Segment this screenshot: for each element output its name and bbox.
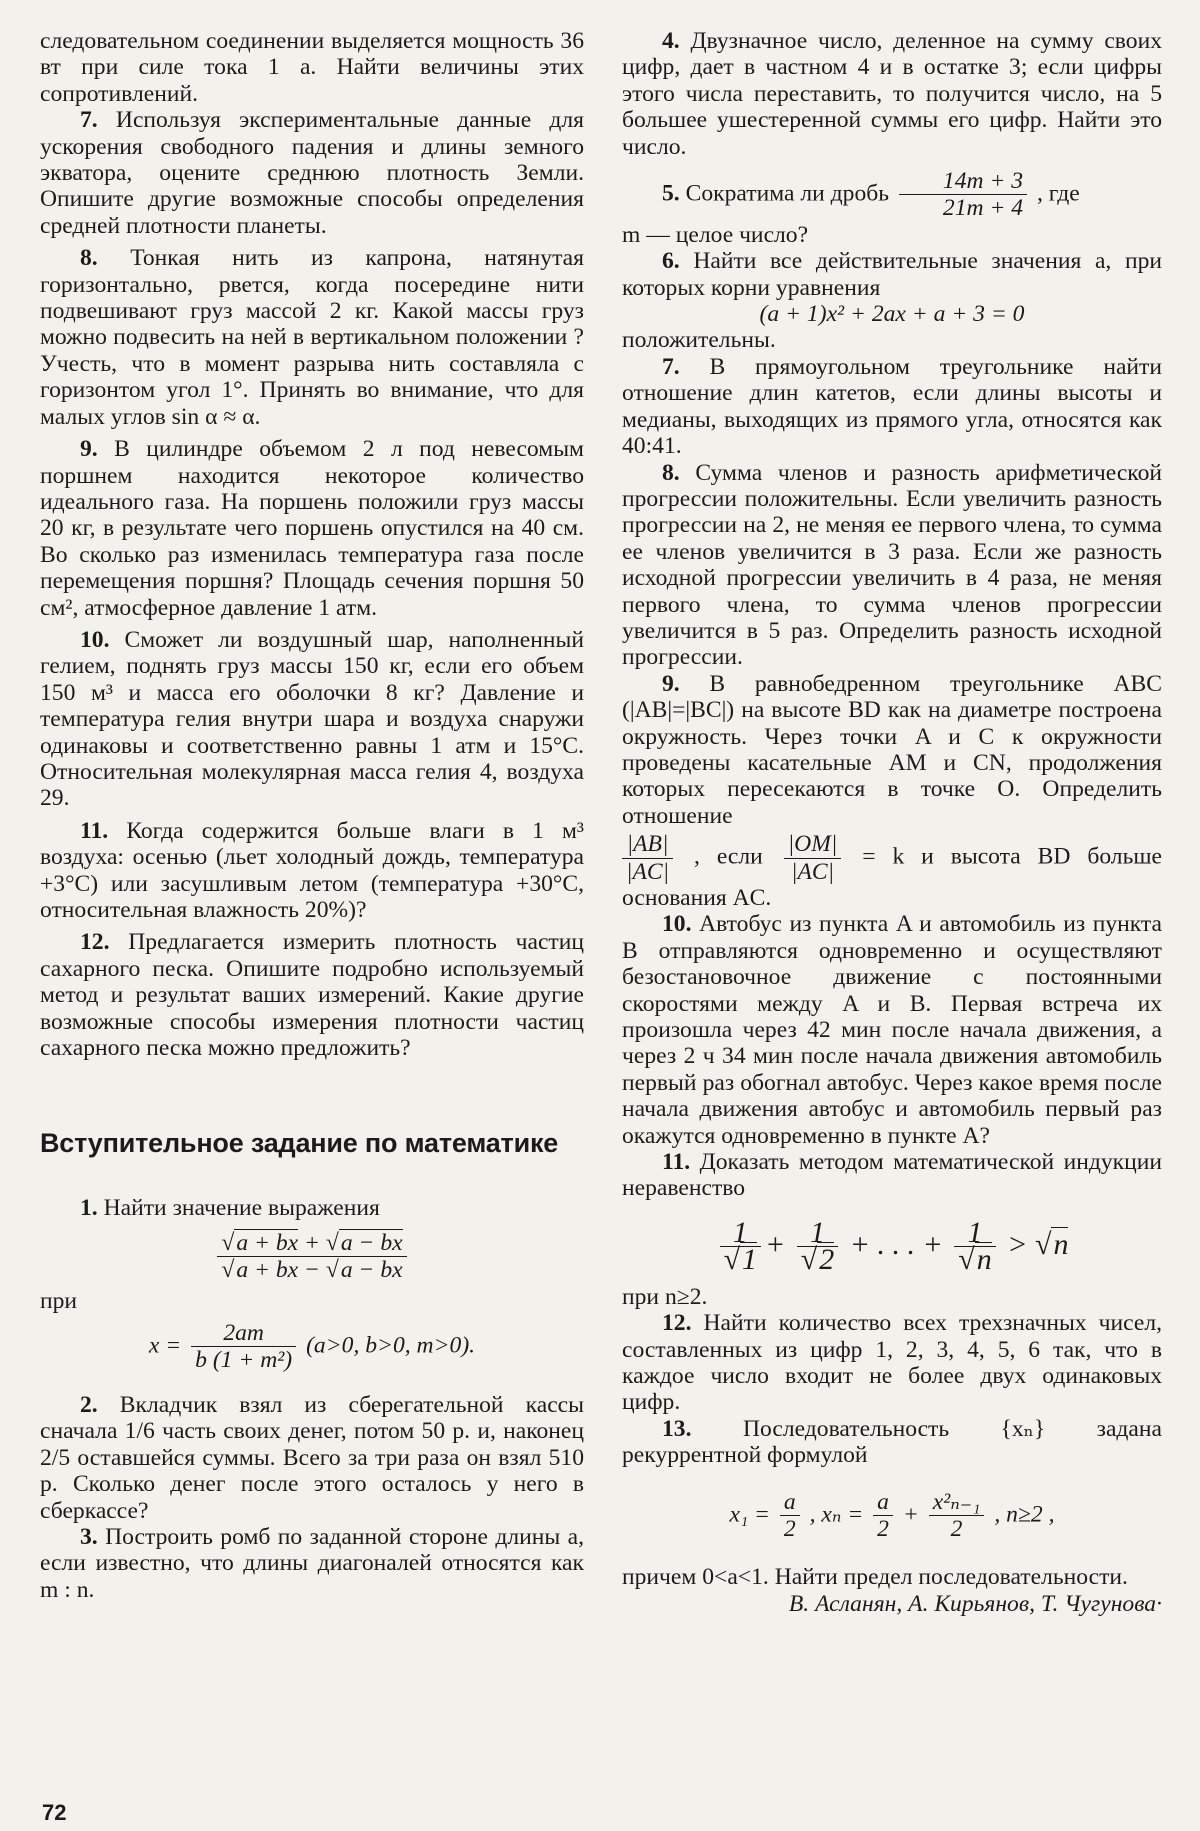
problem-number: 9. (662, 670, 680, 697)
formula-operator: + (902, 1500, 919, 1527)
formula-denominator: |AC| (790, 858, 835, 885)
formula-denominator: |AC| (626, 858, 670, 885)
left-column (40, 28, 584, 1603)
formula-root-fraction: $\frac{√a + bx + √a - bx}{√a + bx - √a - bx}$ (40, 1230, 584, 1284)
formula-recurrence (622, 1489, 1162, 1543)
math-problem-9 (622, 671, 1162, 829)
physics-problem-7 (40, 107, 584, 239)
problem-number: 6. (662, 248, 680, 275)
physics-problem-12 (40, 929, 584, 1061)
problem-text: Найти все действительные значения a, при которых корни уравнения (622, 248, 1162, 301)
problem-text: Сумма членов и разность арифметической прогрессии положительны. Если увеличить разность прогрессии на 2, не меняя ее первого члена, то сумма ее членов увеличится в 3 раза. Если же разность исходной прогрессии увеличить в 4 раза, не меняя первого члена, то сумма членов прогрессии увеличится в 5 раз. Определить разность исходной прогрессии. (622, 459, 1162, 671)
formula-numerator: 1 (797, 1220, 838, 1247)
formula-term: a + bx (236, 1229, 299, 1256)
math-problem-11-tail: при n≥2. (622, 1283, 708, 1310)
problem-number: 12. (662, 1310, 692, 1337)
formula-numerator: 1 (954, 1220, 995, 1247)
math-problem-2 (40, 1392, 584, 1524)
formula-radicand: n (976, 1243, 992, 1277)
problem-text: Вкладчик взял из сберегательной кассы сначала 1/6 часть своих денег, потом 50 р. и, наконец 2/5 оставшейся суммы. Всего за три раза он взял 510 р. Сколько денег после этого осталось у него в сберкассе? (40, 1391, 584, 1524)
problem-number: 9. (80, 436, 98, 463)
problem-number: 8. (662, 459, 680, 486)
math-problem-7 (622, 354, 1162, 460)
math-problem-5-tail: m — целое число? (622, 221, 809, 248)
formula-denominator: 21m + 4 (942, 195, 1024, 222)
formula-operator: > (1007, 1227, 1028, 1261)
problem-text: Последовательность {xₙ} задана рекуррентной формулой (622, 1415, 1162, 1469)
physics-problem-9 (40, 436, 584, 621)
formula-radicand: 1 (742, 1243, 758, 1277)
problem-number: 11. (662, 1149, 691, 1176)
problem-number: 7. (662, 353, 680, 380)
math-problem-12 (622, 1310, 1162, 1416)
formula-numerator: 2am (191, 1320, 296, 1347)
problem-text: , если (694, 843, 763, 870)
problem-text: Тонкая нить из капрона, натянутая горизонтально, рвется, когда посередине нити подвешивают груз массой 2 кг. Какой массы груз можно подвесить на ней в вертикальном положении ? Учесть, что в момент разрыва нить составляла с горизонтом угол 1°. Принять во внимание, что для малых углов sin α ≈ α. (40, 245, 584, 430)
formula-condition: (a>0, b>0, m>0). (306, 1332, 476, 1359)
physics-problem-10 (40, 627, 584, 812)
formula-numerator: |OM| (784, 831, 842, 858)
formula-equation: (a + 1)x² + 2ax + a + 3 = 0 (759, 301, 1025, 328)
math-problem-1 (40, 1195, 584, 1221)
problem-text: Сможет ли воздушный шар, наполненный гелием, поднять груз массы 150 кг, если его объем 150 м³ и масса его оболочки 8 кг? Давление и температура гелия внутри шара и воздуха снаружи одинаковы и соответственно равны 1 атм и 15°C. Относительная молекулярная масса гелия 4, воздуха 29. (40, 626, 584, 812)
problem-text: Используя экспериментальные данные для ускорения свободного падения и длины земного экватора, оцените среднюю плотность Земли. Опишите другие возможные способы определения средней плотности планеты. (40, 107, 584, 239)
formula-term: x₁ = (729, 1500, 770, 1527)
math-problem-10 (622, 911, 1162, 1149)
formula-term: a + bx (236, 1257, 299, 1284)
problem-number: 7. (80, 107, 98, 134)
formula-denominator: 2 (783, 1515, 796, 1542)
math-problem-6 (622, 248, 1162, 301)
math-problem-13-tail: причем 0<a<1. Найти предел последовательности. (622, 1564, 1128, 1591)
formula-condition-label: при (40, 1287, 78, 1314)
math-problem-13 (622, 1416, 1162, 1469)
math-problem-8 (622, 460, 1162, 671)
math-problem-3 (40, 1524, 584, 1603)
problem-number: 11. (80, 817, 109, 844)
problem-text: Двузначное число, деленное на сумму своих цифр, дает в частном 4 и в остатке 3; если цифры этого числа переставить, то получится число, на 5 большее ушестеренной суммы его цифр. Найти это число. (622, 28, 1162, 160)
formula-radicand: 2 (819, 1243, 835, 1277)
problem-number: 5. (662, 180, 680, 207)
problem-number: 3. (80, 1523, 98, 1550)
formula-x-definition (40, 1320, 584, 1374)
formula-numerator: a (780, 1489, 800, 1516)
formula-numerator: a (873, 1489, 893, 1516)
right-column (622, 28, 1162, 1617)
formula-numerator: 14m + 3 (899, 168, 1027, 195)
problem-number: 2. (80, 1391, 98, 1418)
problem-number: 13. (662, 1415, 692, 1442)
problem-text: , где (1036, 180, 1080, 207)
formula-radicand: n (1053, 1227, 1069, 1261)
section-heading: Вступительное задание по математике (40, 1128, 559, 1159)
problem-number: 12. (80, 929, 110, 956)
math-problem-5 (622, 168, 1162, 222)
formula-denominator: 2 (950, 1515, 963, 1542)
problem-number: 10. (80, 626, 110, 653)
formula-term: , xₙ = (809, 1500, 864, 1527)
formula-lhs: x = (148, 1332, 182, 1359)
formula-term: a − bx (340, 1229, 403, 1256)
formula-term: a − bx (340, 1257, 403, 1284)
formula-term: , n≥2 , (994, 1500, 1055, 1527)
physics-problem-8 (40, 245, 584, 430)
problem-text: Когда содержится больше влаги в 1 м³ воздуха: осенью (льет холодный дождь, температура +3°C) или засушливым летом (температура +30°C, относительная влажность 20%)? (40, 817, 584, 923)
problem-text: Найти значение выражения (103, 1195, 380, 1222)
formula-numerator: x²ₙ₋₁ (929, 1489, 985, 1516)
problem-text: Доказать методом математической индукции неравенство (622, 1149, 1162, 1202)
problem-text: = k и высота BD больше основания AC. (622, 843, 1162, 911)
math-problem-4 (622, 28, 1162, 160)
problem-text: В цилиндре объемом 2 л под невесомым поршнем находится некоторое количество идеального газа. На поршень положили груз массы 20 кг, в результате чего поршень опустился на 40 см. Во сколько раз изменилась температура газа после перемещения поршня? Площадь сечения поршня 50 см², атмосферное давление 1 атм. (40, 436, 584, 621)
problem-text: Сократима ли дробь (685, 180, 890, 207)
formula-denominator: b (1 + m²) (195, 1347, 293, 1374)
problem-text: Построить ромб по заданной стороне длины a, если известно, что длины диагоналей относятся как m : n. (40, 1523, 584, 1603)
math-problem-6-tail: положительны. (622, 327, 776, 354)
problem-number: 1. (80, 1195, 98, 1222)
problem-text: В прямоугольном треугольнике найти отношение длин катетов, если длины высоты и медианы, выходящих из прямого угла, относятся как 40:41. (622, 353, 1162, 460)
physics-problem-11 (40, 818, 584, 924)
authors-signature: В. Асланян, А. Кирьянов, Т. Чугунова· (788, 1590, 1162, 1617)
problem-text: В равнобедренном треугольнике ABC (|AB|=|BC|) на высоте BD как на диаметре построена окружность. Через точки A и C к окружности проведены касательные AM и CN, продолжения которых пересекаются в точке O. Определить отношение (622, 670, 1162, 829)
formula-dots: + . . . + (849, 1227, 943, 1261)
problem-text: Автобус из пункта A и автомобиль из пункта B отправляются одновременно и осуществляют безостановочное движение с постоянными скоростями между A и B. Первая встреча их произошла через 42 мин после начала движения, а через 2 ч 34 мин после начала движения автомобиль первый раз обогнал автобус. Через какое время после начала движения автобус и автомобиль первый раз окажутся одновременно в пункте A? (622, 911, 1162, 1149)
formula-inequality: $\frac{1}{√1}$ + $\frac{1}{√2}$ + . . . + $\frac{1}{√n}$ > √n (622, 1220, 1162, 1274)
formula-numerator: 1 (720, 1220, 761, 1247)
problem-text: Предлагается измерить плотность частиц сахарного песка. Опишите подробно используемый метод и результат ваших измерений. Какие другие возможные способы измерения плотности частиц сахарного песка можно предложить? (40, 929, 584, 1062)
formula-numerator: |AB| (622, 831, 673, 858)
formula-denominator: 2 (877, 1515, 889, 1542)
physics-problem-6-cont: следовательном соединении выделяется мощность 36 вт при силе тока 1 а. Найти величины этих сопротивлений. (40, 28, 584, 107)
math-problem-9-formula (622, 831, 1162, 911)
page-number: 72 (42, 1800, 67, 1825)
problem-number: 4. (662, 28, 680, 54)
problem-number: 8. (80, 245, 98, 272)
problem-number: 10. (662, 911, 692, 938)
math-problem-11 (622, 1149, 1162, 1202)
problem-text: Найти количество всех трехзначных чисел, составленных из цифр 1, 2, 3, 4, 5, 6 так, что в каждое число входит не более двух одинаковых цифр. (622, 1310, 1163, 1416)
